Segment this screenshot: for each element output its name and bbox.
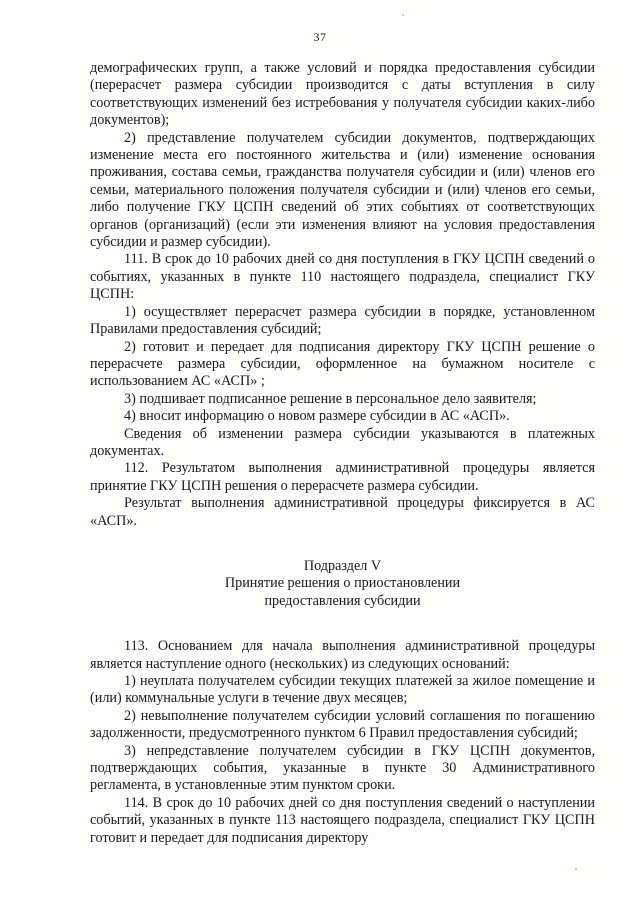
- paragraph: 113. Основанием для начала выполнения административной процедуры является наступление одного (нескольких) из следующих оснований:: [90, 638, 595, 672]
- paragraph: 3) непредставление получателем субсидии в ГКУ ЦСПН документов, подтверждающих события, указанные в пункте 30 Административного регламента, в установленные этим пунктом сроки.: [90, 742, 595, 794]
- spacer: [90, 610, 595, 638]
- spacer: [90, 530, 595, 558]
- section-heading-title-line1: Принятие решения о приостановлении: [224, 575, 461, 592]
- paragraph: 114. В срок до 10 рабочих дней со дня поступления сведений о наступлении событий, указанных в пункте 113 настоящего подраздела, специалист ГКУ ЦСПН готовит и передает для подписания директору: [90, 794, 595, 846]
- paragraph: Результат выполнения административной процедуры фиксируется в АС «АСП».: [90, 495, 595, 529]
- scan-speck: [402, 14, 404, 16]
- paragraphs-before-heading: [90, 60, 595, 530]
- paragraphs-after-heading: [90, 638, 595, 847]
- paragraph: Сведения об изменении размера субсидии указываются в платежных документах.: [90, 425, 595, 459]
- section-heading-title-line2: предоставления субсидии: [264, 592, 421, 609]
- paragraph: 1) осуществляет перерасчет размера субсидии в порядке, установленном Правилами предоставления субсидий;: [90, 303, 595, 338]
- paragraph: 2) невыполнение получателем субсидии условий соглашения по погашению задолженности, предусмотренного пунктом 6 Правил предоставления субсидий;: [90, 707, 595, 742]
- paragraph: 2) представление получателем субсидии документов, подтверждающих изменение места его постоянного жительства и (или) изменение основания проживания, состава семьи, гражданства получателя субсидии и (или) членов его семьи, материального положения получателя субсидии и (или) членов его семьи, либо получение ГКУ ЦСПН сведений об этих событиях от соответствующих органов (организаций) (если эти изменения влияют на условия предоставления субсидии и размер субсидии).: [90, 129, 595, 251]
- paragraph: 3) подшивает подписанное решение в персональное дело заявителя;: [124, 390, 537, 407]
- paragraph: 111. В срок до 10 рабочих дней со дня поступления в ГКУ ЦСПН сведений о событиях, указанных в пункте 110 настоящего подраздела, специалист ГКУ ЦСПН:: [90, 251, 595, 303]
- paragraph: 112. Результатом выполнения административной процедуры является принятие ГКУ ЦСПН решения о перерасчете размера субсидии.: [90, 460, 595, 494]
- paragraph: 2) готовит и передает для подписания директору ГКУ ЦСПН решение о перерасчете размера субсидии, оформленное на бумажном носителе с использованием АС «АСП» ;: [90, 338, 595, 390]
- section-heading: [90, 558, 595, 610]
- paragraph: 1) неуплата получателем субсидии текущих платежей за жилое помещение и (или) коммунальные услуги в течение двух месяцев;: [90, 673, 595, 707]
- paragraph: демографических групп, а также условий и порядка предоставления субсидии (перерасчет размера субсидии производится с даты вступления в силу соответствующих изменений без истребования у получателя субсидии каких-либо документов);: [90, 60, 595, 129]
- section-heading-number: Подраздел V: [303, 557, 382, 574]
- paragraph: 4) вносит информацию о новом размере субсидии в АС «АСП».: [124, 408, 510, 425]
- document-body: [90, 60, 595, 847]
- scan-speck: [575, 868, 577, 870]
- page-number: 37: [313, 30, 327, 44]
